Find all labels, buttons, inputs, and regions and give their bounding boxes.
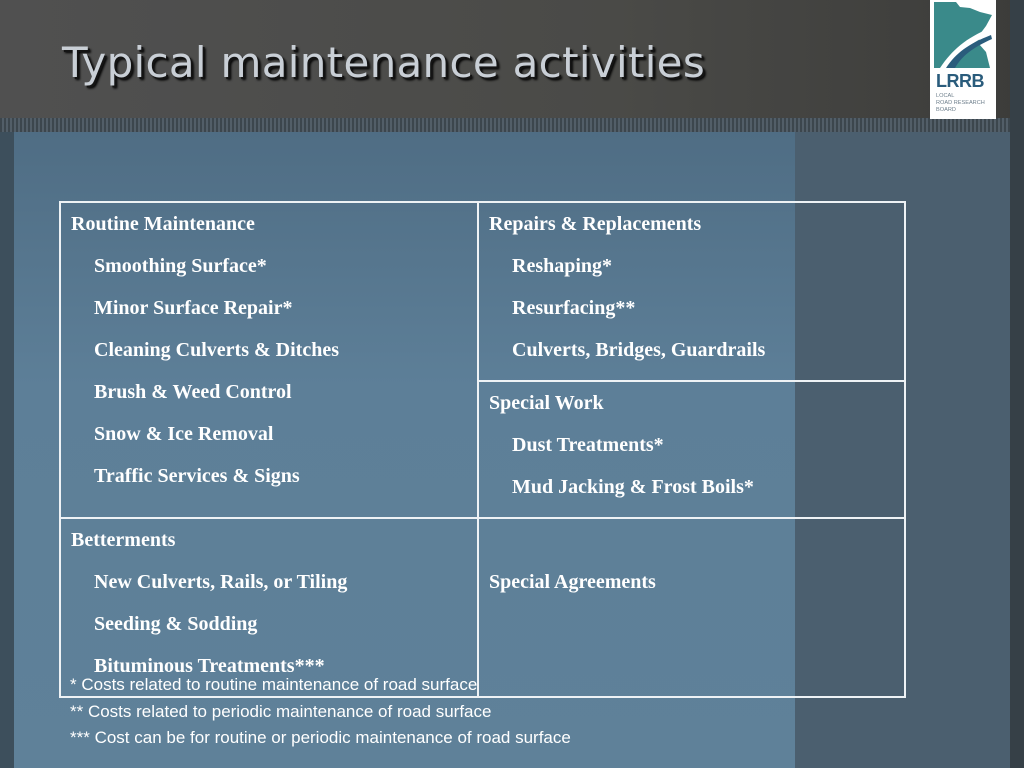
footnote: *** Cost can be for routine or periodic maintenance of road surface	[70, 728, 571, 747]
betterments-heading: Betterments	[71, 529, 176, 551]
list-item: Dust Treatments*	[512, 434, 664, 456]
list-item: Minor Surface Repair*	[94, 297, 293, 319]
special-agreements-heading: Special Agreements	[489, 571, 656, 593]
logo-subtitle: LOCAL ROAD RESEARCH BOARD	[936, 93, 985, 113]
left-strip	[0, 132, 14, 768]
list-item: Brush & Weed Control	[94, 381, 292, 403]
special-work-heading: Special Work	[489, 392, 604, 414]
repairs-replacements-cell	[478, 202, 905, 381]
list-item: Cleaning Culverts & Ditches	[94, 339, 339, 361]
special-agreements-cell	[478, 518, 905, 697]
title-bar-shadow	[0, 118, 1024, 132]
footnote: ** Costs related to periodic maintenance of road surface	[70, 701, 492, 721]
list-item: Mud Jacking & Frost Boils*	[512, 476, 754, 498]
right-edge	[1010, 0, 1024, 768]
logo-abbreviation: LRRB	[936, 71, 984, 91]
list-item: New Culverts, Rails, or Tiling	[94, 571, 348, 593]
betterments-cell	[60, 518, 478, 697]
list-item: Smoothing Surface*	[94, 255, 267, 277]
minnesota-map-icon	[930, 0, 996, 70]
special-work-cell	[478, 381, 905, 518]
routine-heading: Routine Maintenance	[71, 213, 255, 235]
list-item: Traffic Services & Signs	[94, 465, 300, 487]
repairs-heading: Repairs & Replacements	[489, 213, 702, 235]
slide-title: Typical maintenance activities	[62, 38, 705, 87]
activities-table	[59, 201, 906, 698]
list-item: Resurfacing**	[512, 297, 636, 319]
list-item: Bituminous Treatments***	[94, 655, 325, 677]
list-item: Culverts, Bridges, Guardrails	[512, 339, 766, 361]
footnotes	[70, 674, 571, 754]
list-item: Seeding & Sodding	[94, 613, 258, 635]
list-item: Snow & Ice Removal	[94, 423, 274, 445]
lrrb-logo	[930, 0, 996, 119]
routine-maintenance-cell	[60, 202, 478, 518]
list-item: Reshaping*	[512, 255, 613, 277]
footnote: * Costs related to routine maintenance of road surface	[70, 675, 478, 694]
